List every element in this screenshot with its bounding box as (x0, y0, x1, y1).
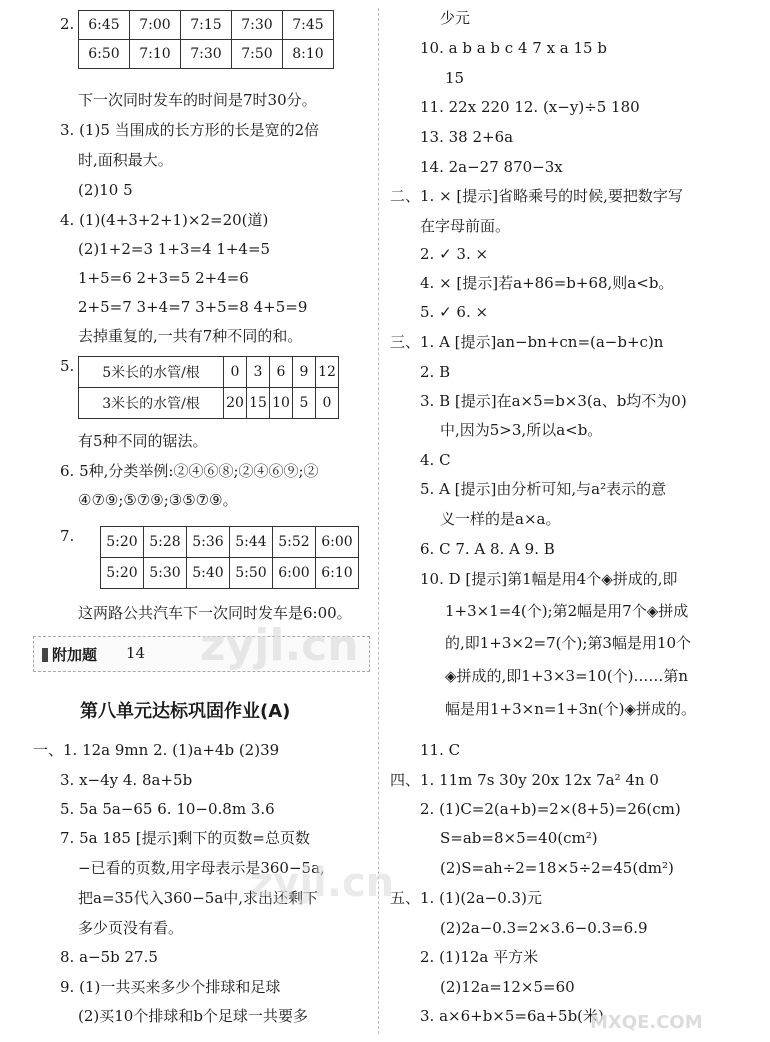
table-cell: 5:44 (230, 527, 273, 558)
table-cell: 5:36 (187, 527, 230, 558)
table-cell: 15 (247, 388, 270, 419)
table-cell: 6:00 (316, 527, 359, 558)
table-cell: 7:00 (130, 11, 181, 40)
table-cell: 5:20 (101, 558, 144, 589)
r-line-af: 2. (1)12a 平方米 (420, 948, 539, 966)
table-row (101, 527, 359, 558)
r-line-w: ◈拼成的,即1+3×3=10(个)……第n (445, 667, 689, 685)
r-line-y: 11. C (420, 741, 461, 759)
table-cell: 8:10 (283, 40, 334, 69)
table-cell: 7:30 (181, 40, 232, 69)
q5-table (78, 356, 339, 419)
table-cell: 0 (316, 388, 339, 419)
table-cell: 20 (224, 388, 247, 419)
table-cell: 10 (270, 388, 293, 419)
r-line-i: 2. ✓ 3. × (420, 245, 489, 263)
q4-line-3: 1+5=6 2+3=5 2+4=6 (78, 269, 249, 287)
q3-line-1: 3. (1)5 当围成的长方形的长是宽的2倍 (60, 121, 320, 139)
s1-line-8: 8. a−5b 27.5 (60, 948, 158, 966)
bonus-marker-icon (42, 648, 48, 662)
table-cell: 6:45 (79, 11, 130, 40)
s1-line-4: 7. 5a 185 [提示]剩下的页数=总页数 (60, 829, 311, 847)
q6-line-1: 6. 5种,分类举例:②④⑥⑧;②④⑥⑨;② (60, 462, 319, 480)
q5-number: 5. (60, 357, 75, 375)
table-cell: 6:50 (79, 40, 130, 69)
r-line-c: 15 (445, 69, 465, 87)
r-line-ac: (2)S=ah÷2=18×5÷2=45(dm²) (440, 859, 674, 877)
r-line-l: 三、1. A [提示]an−bn+cn=(a−b+c)n (390, 333, 664, 351)
watermark-1: zyjl.cn (200, 620, 359, 671)
r-line-ad: 五、1. (1)(2a−0.3)元 (390, 889, 542, 907)
table-cell: 7:50 (232, 40, 283, 69)
table-cell: 7:10 (130, 40, 181, 69)
r-line-g: 二、1. × [提示]省略乘号的时候,要把数字写 (390, 187, 683, 205)
r-line-x: 幅是用1+3×n=1+3n(个)◈拼成的。 (445, 700, 697, 718)
r-line-p: 4. C (420, 451, 451, 469)
r-line-t: 10. D [提示]第1幅是用4个◈拼成的,即 (420, 570, 678, 588)
s1-line-3: 5. 5a 5a−65 6. 10−0.8m 3.6 (60, 800, 275, 818)
r-line-ah: 3. a×6+b×5=6a+5b(米) (420, 1007, 604, 1025)
q5-table-row (79, 388, 339, 419)
r-line-o: 中,因为5>3,所以a<b。 (440, 421, 603, 439)
q3-line-3: (2)10 5 (78, 181, 133, 199)
table-row (79, 40, 334, 69)
s1-line-1: 一、1. 12a 9mn 2. (1)a+4b (2)39 (33, 741, 280, 759)
s1-line-7: 多少页没有看。 (78, 919, 184, 937)
s1-line-5: −已看的页数,用字母表示是360−5a, (78, 859, 325, 877)
r-line-ag: (2)12a=12×5=60 (440, 978, 575, 996)
r-line-aa: 2. (1)C=2(a+b)=2×(8+5)=26(cm) (420, 800, 681, 818)
bonus-label: 附加题 (52, 646, 98, 664)
table-cell: 6 (270, 357, 293, 388)
watermark-3: MXQE.COM (590, 1012, 703, 1033)
table-cell: 0 (224, 357, 247, 388)
table-row (79, 11, 334, 40)
q4-line-2: (2)1+2=3 1+3=4 1+4=5 (78, 240, 271, 258)
s1-line-9: 9. (1)一共买来多少个排球和足球 (60, 978, 281, 996)
q4-line-1: 4. (1)(4+3+2+1)×2=20(道) (60, 211, 269, 229)
r-line-r: 义一样的是a×a。 (440, 510, 561, 528)
table-cell: 5:28 (144, 527, 187, 558)
r-line-d: 11. 22x 220 12. (x−y)÷5 180 (420, 98, 640, 116)
s1-line-6: 把a=35代入360−5a中,求出还剩下 (78, 889, 319, 907)
table-cell: 12 (316, 357, 339, 388)
q5-table-row (79, 357, 339, 388)
r-line-z: 四、1. 11m 7s 30y 20x 12x 7a² 4n 0 (390, 771, 659, 789)
r-line-a: 少元 (440, 9, 471, 27)
r-line-e: 13. 38 2+6a (420, 128, 514, 146)
q6-line-2: ④⑦⑨;⑤⑦⑨;③⑤⑦⑨。 (78, 491, 238, 509)
table-cell: 7:30 (232, 11, 283, 40)
table-cell: 3 (247, 357, 270, 388)
q2-table (78, 10, 334, 69)
q7-number: 7. (60, 527, 75, 545)
q3-line-2: 时,面积最大。 (78, 151, 173, 169)
table-cell: 5:50 (230, 558, 273, 589)
table-cell: 6:00 (273, 558, 316, 589)
q5-note: 有5种不同的锯法。 (78, 432, 208, 450)
q2-number: 2. (60, 15, 75, 33)
r-line-m: 2. B (420, 363, 451, 381)
s1-line-2: 3. x−4y 4. 8a+5b (60, 771, 193, 789)
r-line-ae: (2)2a−0.3=2×3.6−0.3=6.9 (440, 919, 648, 937)
q4-line-5: 去掉重复的,一共有7种不同的和。 (78, 327, 303, 345)
r-line-j: 4. × [提示]若a+86=b+68,则a<b。 (420, 274, 674, 292)
table-cell: 7:45 (283, 11, 334, 40)
table-row (101, 558, 359, 589)
r-line-u: 1+3×1=4(个);第2幅是用7个◈拼成 (445, 602, 689, 620)
r-line-h: 在字母前面。 (420, 217, 511, 235)
r-line-ab: S=ab=8×5=40(cm²) (440, 829, 598, 847)
r-line-q: 5. A [提示]由分析可知,与a²表示的意 (420, 480, 667, 498)
s1-line-10: (2)买10个排球和b个足球一共要多 (78, 1007, 308, 1025)
r-line-n: 3. B [提示]在a×5=b×3(a、b均不为0) (420, 392, 687, 410)
table-cell: 9 (293, 357, 316, 388)
table-cell: 5:52 (273, 527, 316, 558)
q7-table (100, 526, 359, 589)
r-line-v: 的,即1+3×2=7(个);第3幅是用10个 (445, 634, 692, 652)
bonus-value: 14 (126, 644, 146, 662)
q5-row-label: 3米长的水管/根 (79, 388, 224, 419)
table-cell: 5:30 (144, 558, 187, 589)
table-cell: 5:20 (101, 527, 144, 558)
r-line-b: 10. a b a b c 4 7 x a 15 b (420, 39, 607, 57)
table-cell: 6:10 (316, 558, 359, 589)
r-line-k: 5. ✓ 6. × (420, 303, 489, 321)
r-line-f: 14. 2a−27 870−3x (420, 158, 563, 176)
table-cell: 7:15 (181, 11, 232, 40)
table-cell: 5 (293, 388, 316, 419)
q5-row-label: 5米长的水管/根 (79, 357, 224, 388)
watermark-2: zyjl.cn (250, 860, 395, 906)
q7-note: 这两路公共汽车下一次同时发车是6:00。 (78, 604, 352, 622)
section-title: 第八单元达标巩固作业(A) (80, 701, 291, 722)
q2-note: 下一次同时发车的时间是7时30分。 (78, 91, 317, 109)
table-cell: 5:40 (187, 558, 230, 589)
r-line-s: 6. C 7. A 8. A 9. B (420, 540, 555, 558)
q4-line-4: 2+5=7 3+4=7 3+5=8 4+5=9 (78, 298, 308, 316)
